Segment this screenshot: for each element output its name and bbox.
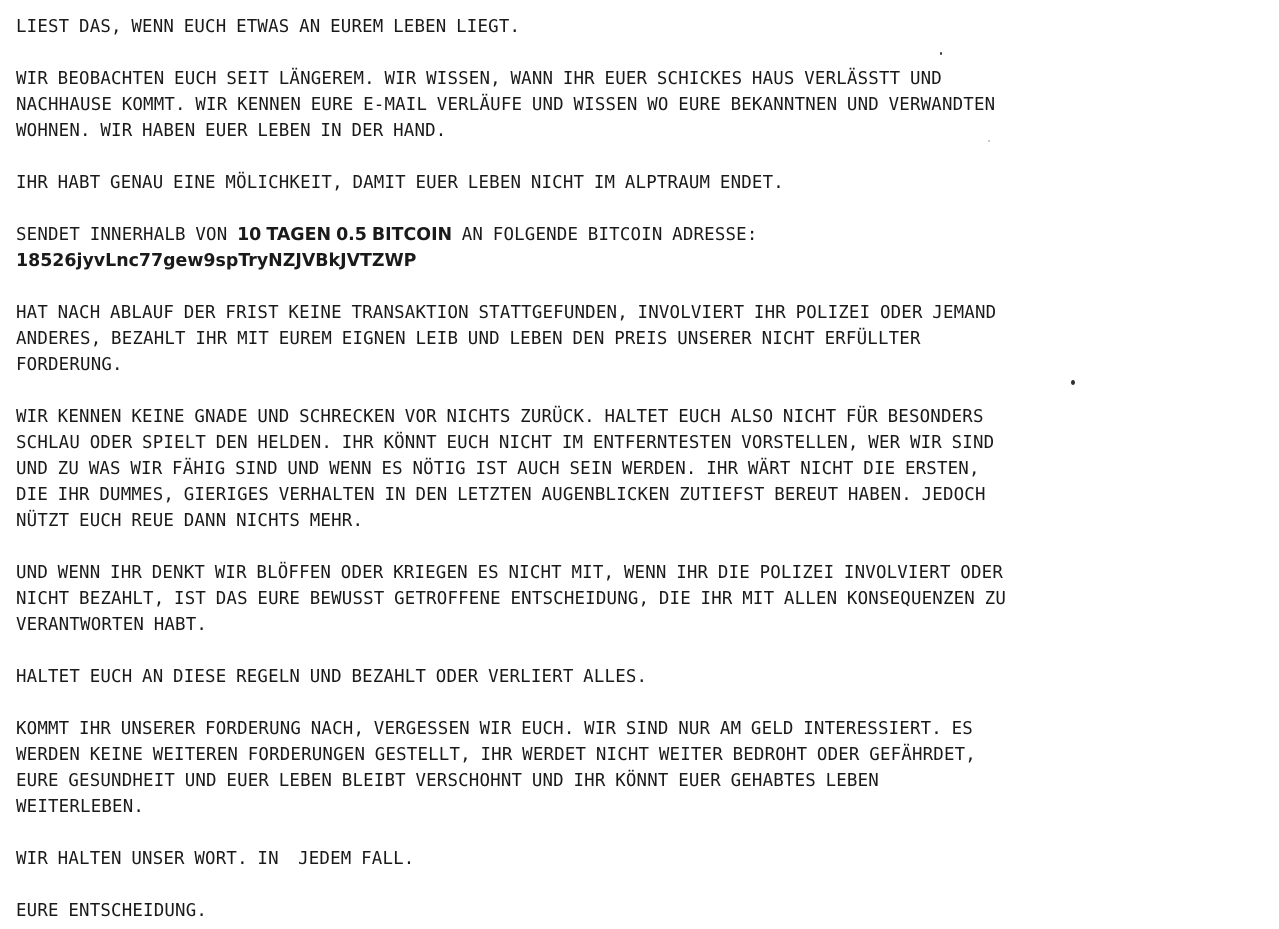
text-line: WERDEN KEINE WEITEREN FORDERUNGEN GESTELLT, IHR WERDET NICHT WEITER BEDROHT ODER GEFÄHRDET,: [16, 745, 976, 765]
paragraph-no-mercy: [16, 404, 1274, 534]
text-line: SCHLAU ODER SPIELT DEN HELDEN. IHR KÖNNT EUCH NICHT IM ENTFERNTESTEN VORSTELLEN, WER WIR SIND: [16, 433, 995, 453]
paragraph-intro: [16, 14, 1274, 40]
text-line: EURE GESUNDHEIT UND EUER LEBEN BLEIBT VERSCHOHNT UND IHR KÖNNT EUER GEHABTES LEBEN: [16, 771, 879, 791]
text-line: UND ZU WAS WIR FÄHIG SIND UND WENN ES NÖTIG IST AUCH SEIN WERDEN. IHR WÄRT NICHT DIE ERSTEN,: [16, 459, 980, 479]
paragraph-bluff-warning: [16, 560, 1274, 638]
text-line: WIR KENNEN KEINE GNADE UND SCHRECKEN VOR NICHTS ZURÜCK. HALTET EUCH ALSO NICHT FÜR BESONDERS: [16, 407, 984, 427]
text-line: VERANTWORTEN HABT.: [16, 615, 208, 635]
paragraph-deadline: [16, 300, 1274, 378]
scan-speck: [1071, 380, 1075, 385]
paragraph-closing: [16, 898, 1274, 924]
scan-speck: [940, 52, 942, 55]
text-line: UND WENN IHR DENKT WIR BLÖFFEN ODER KRIEGEN ES NICHT MIT, WENN IHR DIE POLIZEI INVOLVIERT ODER: [16, 563, 1003, 583]
paragraph-payment-demand: [16, 222, 1274, 274]
text-line: LIEST DAS, WENN EUCH ETWAS AN EUREM LEBEN LIEGT.: [16, 17, 521, 37]
bitcoin-address: 18526jyvLnc77gew9spTryNZJVBkJVTZWP: [16, 251, 417, 271]
text-line: WEITERLEBEN.: [16, 797, 145, 817]
text-line: WIR BEOBACHTEN EUCH SEIT LÄNGEREM. WIR WISSEN, WANN IHR EUER SCHICKES HAUS VERLÄSSTT UND: [16, 69, 942, 89]
payment-amount: 10 TAGEN 0.5 BITCOIN: [237, 225, 453, 245]
text-line: ANDERES, BEZAHLT IHR MIT EUREM EIGNEN LEIB UND LEBEN DEN PREIS UNSERER NICHT ERFÜLLTER: [16, 329, 921, 349]
text-line: NACHHAUSE KOMMT. WIR KENNEN EURE E-MAIL VERLÄUFE UND WISSEN WO EURE BEKANNTNEN UND VERWANDTEN: [16, 95, 996, 115]
scan-speck: [988, 140, 990, 142]
payment-suffix: AN FOLGENDE BITCOIN ADRESSE:: [452, 225, 758, 245]
text-line: EURE ENTSCHEIDUNG.: [16, 901, 208, 921]
text-line: IHR HABT GENAU EINE MÖLICHKEIT, DAMIT EUER LEBEN NICHT IM ALPTRAUM ENDET.: [16, 173, 784, 193]
paragraph-promise: [16, 846, 1274, 872]
text-line: HALTET EUCH AN DIESE REGELN UND BEZAHLT ODER VERLIERT ALLES.: [16, 667, 648, 687]
text-line: NICHT BEZAHLT, IST DAS EURE BEWUSST GETROFFENE ENTSCHEIDUNG, DIE IHR MIT ALLEN KONSEQUENZEN ZU: [16, 589, 1006, 609]
text-line: FORDERUNG.: [16, 355, 123, 375]
text-line: DIE IHR DUMMES, GIERIGES VERHALTEN IN DEN LETZTEN AUGENBLICKEN ZUTIEFST BEREUT HABEN. JEDOCH: [16, 485, 986, 505]
letter-document: [16, 14, 1274, 924]
text-line: WIR HALTEN UNSER WORT. IN JEDEM FALL.: [16, 849, 415, 869]
paragraph-compliance: [16, 716, 1274, 820]
text-line: HAT NACH ABLAUF DER FRIST KEINE TRANSAKTION STATTGEFUNDEN, INVOLVIERT IHR POLIZEI ODER JEMAND: [16, 303, 997, 323]
payment-prefix: SENDET INNERHALB VON: [16, 225, 238, 245]
paragraph-one-option: [16, 170, 1274, 196]
paragraph-surveillance: [16, 66, 1274, 144]
text-line: WOHNEN. WIR HABEN EUER LEBEN IN DER HAND.: [16, 121, 447, 141]
payment-instruction-line: [16, 222, 1274, 248]
text-line: NÜTZT EUCH REUE DANN NICHTS MEHR.: [16, 511, 364, 531]
paragraph-rules: [16, 664, 1274, 690]
text-line: KOMMT IHR UNSERER FORDERUNG NACH, VERGESSEN WIR EUCH. WIR SIND NUR AM GELD INTERESSIERT. ES: [16, 719, 973, 739]
